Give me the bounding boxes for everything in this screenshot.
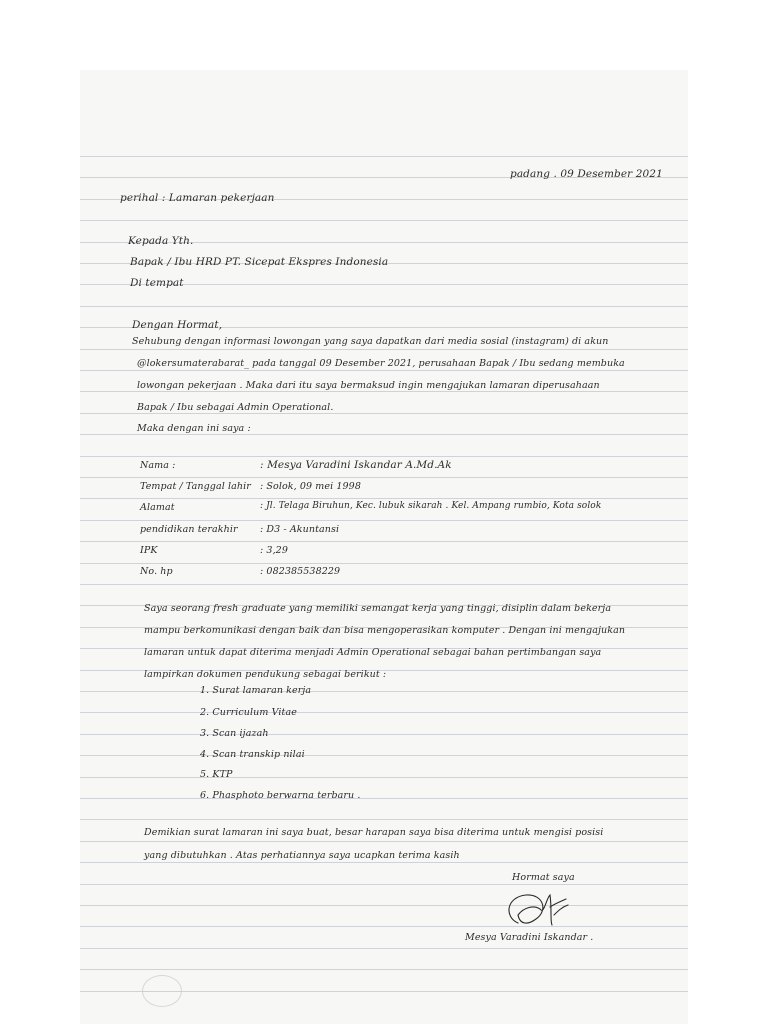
body-line: Saya seorang fresh graduate yang memiliki semangat kerja yang tinggi, disiplin dalam bekerja <box>144 603 612 614</box>
ruled-line <box>80 349 688 350</box>
closing-line: Demikian surat lamaran ini saya buat, besar harapan saya bisa diterima untuk mengisi posisi <box>144 827 604 838</box>
letter-page <box>80 70 688 1024</box>
closing-line: yang dibutuhkan . Atas perhatiannya saya ucapkan terima kasih <box>144 850 460 861</box>
ruled-line <box>80 306 688 307</box>
biodata-value: : 082385538229 <box>260 566 341 577</box>
regards: Hormat saya <box>512 872 575 883</box>
ruled-line <box>80 156 688 157</box>
intro-line: Maka dengan ini saya : <box>137 423 251 434</box>
ruled-line <box>80 520 688 521</box>
biodata-label: Alamat <box>140 502 175 513</box>
ruled-line <box>80 220 688 221</box>
signer-name: Mesya Varadini Iskandar . <box>465 932 594 943</box>
signature-icon <box>500 885 580 933</box>
ruled-line <box>80 926 688 927</box>
ruled-line <box>80 841 688 842</box>
body-line: mampu berkomunikasi dengan baik dan bisa mengoperasikan komputer . Dengan ini mengajukan <box>144 625 626 636</box>
biodata-label: Tempat / Tanggal lahir <box>140 481 251 492</box>
ruled-line <box>80 755 688 756</box>
intro-line: lowongan pekerjaan . Maka dari itu saya bermaksud ingin mengajukan lamaran diperusahaan <box>137 380 600 391</box>
biodata-value: : Jl. Telaga Biruhun, Kec. lubuk sikarah . Kel. Ampang rumbio, Kota solok <box>260 501 602 511</box>
ruled-line <box>80 691 688 692</box>
biodata-value: : Solok, 09 mei 1998 <box>260 481 361 492</box>
attachment-item: 2. Curriculum Vitae <box>200 707 297 718</box>
ruled-line <box>80 434 688 435</box>
ruled-line <box>80 948 688 949</box>
letter-subject: perihal : Lamaran pekerjaan <box>120 192 275 204</box>
ruled-line <box>80 477 688 478</box>
attachment-item: 4. Scan transkip nilai <box>200 749 305 760</box>
ruled-line <box>80 798 688 799</box>
intro-line: @lokersumaterabarat_ pada tanggal 09 Desember 2021, perusahaan Bapak / Ibu sedang membuka <box>137 358 625 369</box>
ruled-line <box>80 498 688 499</box>
recipient-line-1: Kepada Yth. <box>128 235 194 247</box>
biodata-label: Nama : <box>140 460 176 471</box>
stamp-mark <box>142 975 182 1007</box>
attachment-item: 3. Scan ijazah <box>200 728 269 739</box>
ruled-line <box>80 819 688 820</box>
ruled-line <box>80 712 688 713</box>
biodata-value: : Mesya Varadini Iskandar A.Md.Ak <box>260 459 452 471</box>
ruled-line <box>80 563 688 564</box>
biodata-label: pendidikan terakhir <box>140 524 238 535</box>
biodata-value: : D3 - Akuntansi <box>260 524 340 535</box>
ruled-line <box>80 969 688 970</box>
ruled-line <box>80 884 688 885</box>
letter-date: padang . 09 Desember 2021 <box>510 168 663 180</box>
ruled-line <box>80 456 688 457</box>
attachment-item: 1. Surat lamaran kerja <box>200 685 312 696</box>
recipient-line-3: Di tempat <box>130 277 184 289</box>
ruled-line <box>80 734 688 735</box>
body-line: lampirkan dokumen pendukung sebagai berikut : <box>144 669 387 680</box>
biodata-value: : 3,29 <box>260 545 288 556</box>
ruled-line <box>80 905 688 906</box>
body-line: lamaran untuk dapat diterima menjadi Admin Operational sebagai bahan pertimbangan saya <box>144 647 602 658</box>
biodata-label: IPK <box>140 545 158 556</box>
ruled-line <box>80 777 688 778</box>
ruled-line <box>80 541 688 542</box>
attachment-item: 5. KTP <box>200 769 233 780</box>
ruled-line <box>80 370 688 371</box>
intro-line: Bapak / Ibu sebagai Admin Operational. <box>137 402 334 413</box>
ruled-line <box>80 391 688 392</box>
recipient-line-2: Bapak / Ibu HRD PT. Sicepat Ekspres Indonesia <box>130 256 389 268</box>
ruled-line <box>80 862 688 863</box>
attachment-item: 6. Phasphoto berwarna terbaru . <box>200 790 361 801</box>
biodata-label: No. hp <box>140 566 173 577</box>
greeting: Dengan Hormat, <box>132 319 223 331</box>
intro-line: Sehubung dengan informasi lowongan yang saya dapatkan dari media sosial (instagram) di akun <box>132 336 609 347</box>
ruled-line <box>80 584 688 585</box>
